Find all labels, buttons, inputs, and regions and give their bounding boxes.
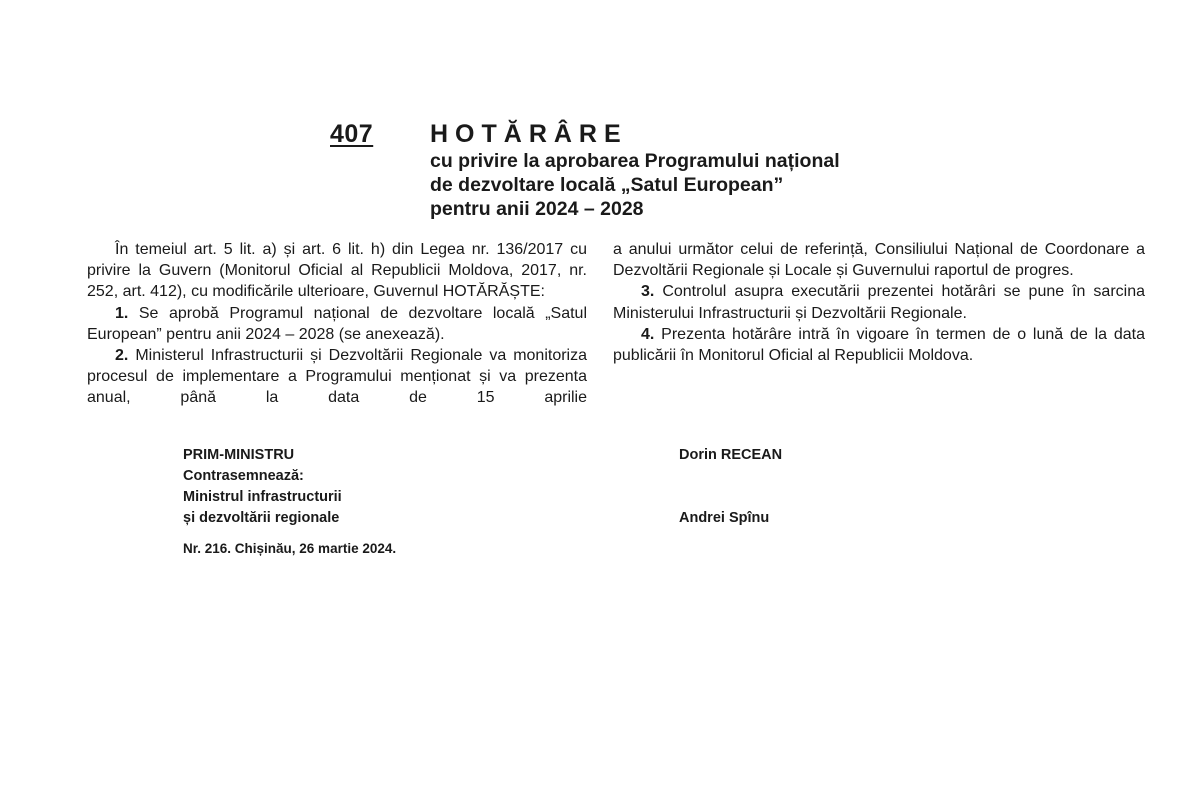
decision-number: 407 [330, 120, 374, 148]
text-column-left [87, 239, 587, 409]
point-number: 1. [115, 304, 129, 322]
point-text: Se aprobă Programul național de dezvoltare locală „Satul European” pentru anii 2024 – 2028 (se anexează). [87, 304, 587, 343]
point-2-continuation: a anului următor celui de referință, Consiliului Național de Coordonare a Dezvoltării Regionale și Locale și Guvernului raportul de progres. [613, 241, 1145, 280]
decision-reference: Nr. 216. Chișinău, 26 martie 2024. [183, 541, 397, 556]
subtitle-line: de dezvoltare locală „Satul European” [430, 174, 784, 196]
point-text: Ministerul Infrastructurii și Dezvoltării Regionale va monitoriza procesul de implementare a Programului menționat și va prezenta anual, până la data de 15 aprilie [87, 347, 587, 407]
minister-name: Andrei Spînu [679, 510, 770, 526]
prime-minister-name: Dorin RECEAN [679, 447, 783, 463]
point-text: Prezenta hotărâre intră în vigoare în termen de o lună de la data publicării în Monitorul Oficial al Republicii Moldova. [613, 325, 1145, 365]
point-number: 3. [641, 283, 655, 301]
preamble-paragraph: În temeiul art. 5 lit. a) și art. 6 lit. h) din Legea nr. 136/2017 cu privire la Guvern (Monitorul Oficial al Republicii Moldova, 2017, nr. 252, art. 412), cu modificările ulterioare, Guvernul HOTĂRĂȘTE: [87, 241, 587, 301]
point-number: 2. [115, 347, 129, 365]
minister-title-line: și dezvoltării regionale [183, 510, 340, 526]
point-3-paragraph [613, 281, 1145, 323]
countersign-label: Contrasemnează: [183, 468, 304, 484]
signature-titles [183, 445, 342, 529]
point-2-paragraph [87, 345, 587, 409]
point-4-paragraph [613, 324, 1145, 366]
signature-names [679, 445, 782, 529]
point-text: Controlul asupra executării prezentei hotărâri se pune în sarcina Ministerului Infrastructurii și Dezvoltării Regionale. [613, 283, 1145, 322]
prime-minister-title: PRIM-MINISTRU [183, 447, 295, 463]
point-number: 4. [641, 325, 655, 343]
point-1-paragraph [87, 303, 587, 345]
subtitle-line: pentru anii 2024 – 2028 [430, 198, 644, 220]
subtitle-line: cu privire la aprobarea Programului național [430, 150, 840, 172]
decision-subtitle [430, 149, 990, 221]
text-column-right [613, 239, 1145, 366]
decision-type-heading: HOTĂRÂRE [430, 120, 628, 148]
minister-title-line: Ministrul infrastructurii [183, 489, 342, 505]
